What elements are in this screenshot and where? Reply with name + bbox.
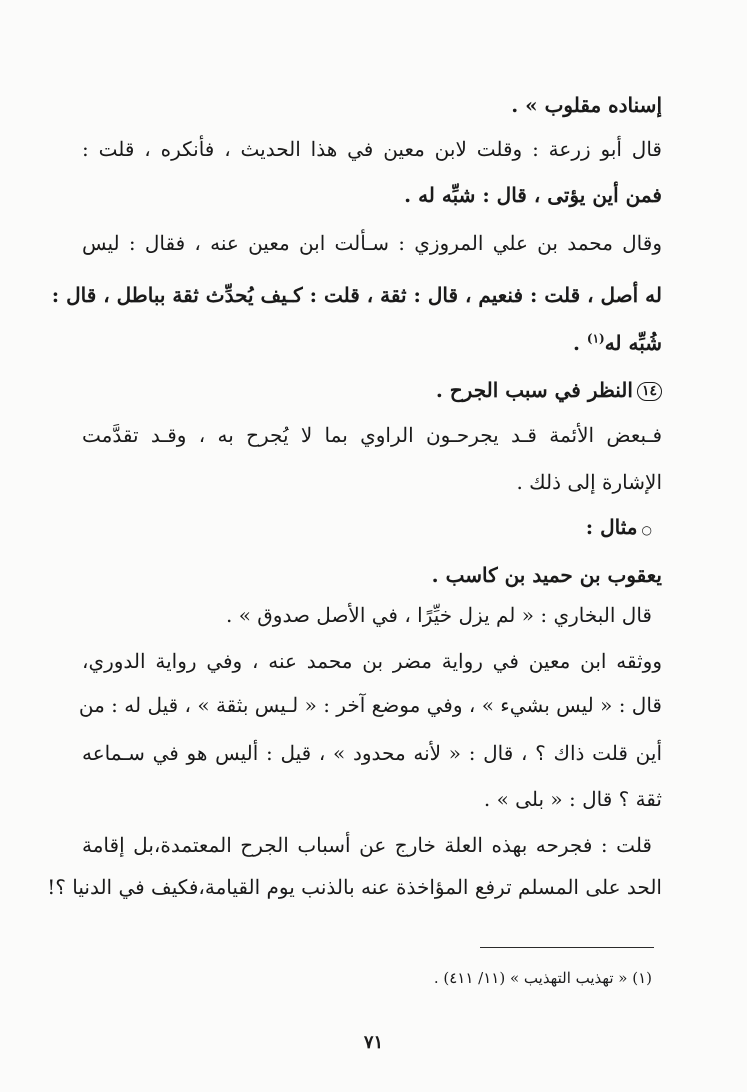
text-line-9: الإشارة إلى ذلك . (516, 470, 662, 494)
text-line-6: شُبِّه له$^{(١)}$ . (572, 331, 662, 355)
page-number: ٧١ (363, 1032, 384, 1053)
text-line-16: ثقة ؟ قال : « بلى » . (483, 787, 662, 811)
section-number-badge: ١٤ (637, 382, 662, 401)
text-line-2: قال أبو زرعة : وقلت لابن معين في هذا الحديث ، فأنكره ، قلت : (82, 137, 662, 161)
footnote-divider (480, 947, 654, 948)
example-label: ○مثال : (585, 515, 652, 539)
text-line-15: أين قلت ذاك ؟ ، قال : « لأنه محدود » ، قيل : أليس هو في سـماعه (82, 741, 662, 765)
text-line-5: له أصل ، قلت : فنعيم ، قال : ثقة ، قلت : كـيف يُحدِّث ثقة بباطل ، قال : (51, 283, 662, 307)
text-line-4: وقال محمد بن علي المروزي : سـألت ابن معين عنه ، فقال : ليس (82, 231, 662, 255)
circle-bullet-icon: ○ (641, 523, 652, 537)
text-line-14: قال : « ليس بشيء » ، وفي موضع آخر : « لـيس بثقة » ، قيل له : من (78, 693, 662, 717)
text-line-18: الحد على المسلم ترفع المؤاخذة عنه بالذنب يوم القيامة،فكيف في الدنيا ؟! (47, 875, 662, 899)
narrator-name: يعقوب بن حميد بن كاسب . (431, 563, 662, 587)
text-line-1: إسناده مقلوب » . (511, 93, 662, 117)
footnote: (١) « تهذيب التهذيب » (١١/ ٤١١) . (433, 969, 652, 987)
text-line-12: قال البخاري : « لم يزل خيِّرًا ، في الأصل صدوق » . (225, 603, 652, 627)
text-line-13: ووثقه ابن معين في رواية مضر بن محمد عنه ، وفي رواية الدوري، (82, 649, 662, 673)
section-heading: ١٤النظر في سبب الجرح . (82, 375, 662, 405)
footnote-ref: (١) (586, 331, 605, 346)
text-line-17: قلت : فجرحه بهذه العلة خارج عن أسباب الجرح المعتمدة،بل إقامة (82, 833, 652, 857)
text-line-3: فمن أين يؤتى ، قال : شبِّه له . (404, 183, 662, 207)
text-line-8: فـبعض الأئمة قـد يجرحـون الراوي بما لا يُجرح به ، وقـد تقدَّمت (82, 423, 662, 447)
